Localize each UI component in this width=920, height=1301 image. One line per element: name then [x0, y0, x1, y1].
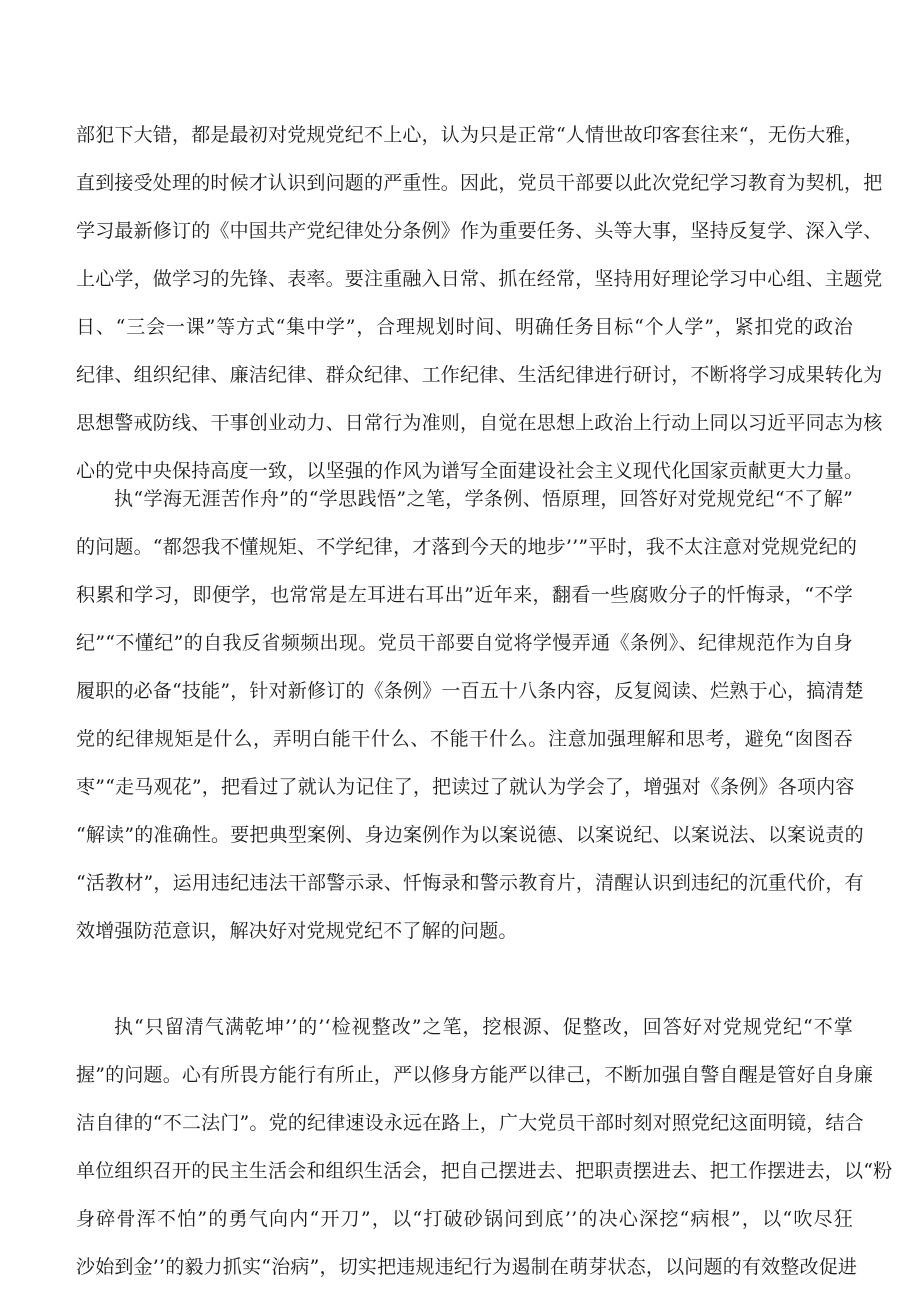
text-line: 单位组织召开的民主生活会和组织生活会，把自己摆进去、把职责摆进去、把工作摆进去，以“粉: [76, 1160, 893, 1182]
text-line: 日、“三会一课”等方式“集中学”，合理规划时间、明确任务目标“个人学”，紧扣党的政治: [76, 316, 853, 338]
text-line: 洁自律的“不二法门”。党的纪律速设永远在路上，广大党员干部时刻对照党纪这面明镜，结合: [76, 1112, 864, 1134]
text-line: 直到接受处理的时候才认识到问题的严重性。因此，党员干部要以此次党纪学习教育为契机，把: [76, 172, 883, 194]
text-line: 沙始到金’’的毅力抓实“治病”，切实把违规违纪行为遏制在萌芽状态，以问题的有效整改促进: [76, 1256, 858, 1278]
text-line: 学习最新修订的《中国共产党纪律处分条例》作为重要任务、头等大事，坚持反复学、深入学、: [76, 220, 883, 242]
text-line: 部犯下大错，都是最初对党规党纪不上心，认为只是正常“人情世故印客套往来“，无伤大雅，: [76, 124, 864, 146]
text-line: “活教材”，运用违纪违法干部警示录、忏悔录和警示教育片，清醒认识到违纪的沉重代价，有: [76, 872, 864, 894]
text-line: 党的纪律规矩是什么，弄明白能干什么、不能干什么。注意加强理解和思考，避免“囱图吞: [76, 728, 853, 750]
text-line: 身碎骨浑不怕”的勇气向内“开刀”，以“打破砂锅问到底’’的决心深挖“病根”，以“吹尽狂: [76, 1208, 853, 1230]
text-line: 履职的必备“技能”，针对新修订的《条例》一百五十八条内容，反复阅读、烂熟于心，搞清楚: [76, 680, 864, 702]
text-line: 握”的问题。心有所畏方能行有所止，严以修身方能严以律己，不断加强自警自醒是管好自身廉: [76, 1064, 874, 1086]
text-line: 纪”“不懂纪”的自我反省频频出现。党员干部要自觉将学慢弄通《条例》、纪律规范作为自身: [76, 632, 853, 654]
text-line: 心的党中央保持高度一致，以坚强的作风为谱写全面建设社会主义现代化国家贡献更大力量。: [76, 460, 864, 482]
text-line: 的问题。“都怨我不懂规矩、不学纪律，才落到今天的地步’’”平时，我不太注意对党规党纪的: [76, 536, 858, 558]
text-line: 执“学海无涯苦作舟”的“学思践悟”之笔，学条例、悟原理，回答好对党规党纪“不了解”: [114, 488, 853, 510]
text-line: 枣”“走马观花”，把看过了就认为记住了，把读过了就认为学会了，增强对《条例》各项内容: [76, 776, 855, 798]
text-line: 纪律、组织纪律、廉洁纪律、群众纪律、工作纪律、生活纪律进行研讨，不断将学习成果转化为: [76, 364, 883, 386]
text-line: 效增强防范意识，解决好对党规党纪不了解的问题。: [76, 920, 518, 942]
text-line: 思想警戒防线、干事创业动力、日常行为准则，自觉在思想上政治上行动上同以习近平同志为核: [76, 412, 883, 434]
text-line: 积累和学习，即便学，也常常是左耳进右耳出”近年来，翻看一些腐败分子的忏悔录，“不学: [76, 584, 853, 606]
text-line: 上心学，做学习的先锋、表率。要注重融入日常、抓在经常，坚持用好理论学习中心组、主题党: [76, 268, 883, 290]
text-line: 执“只留清气满乾坤’’的’‘检视整改”之笔，挖根源、促整改，回答好对党规党纪“不掌: [114, 1016, 853, 1038]
text-line: “解读”的准确性。要把典型案例、身边案例作为以案说德、以案说纪、以案说法、以案说责的: [76, 824, 864, 846]
